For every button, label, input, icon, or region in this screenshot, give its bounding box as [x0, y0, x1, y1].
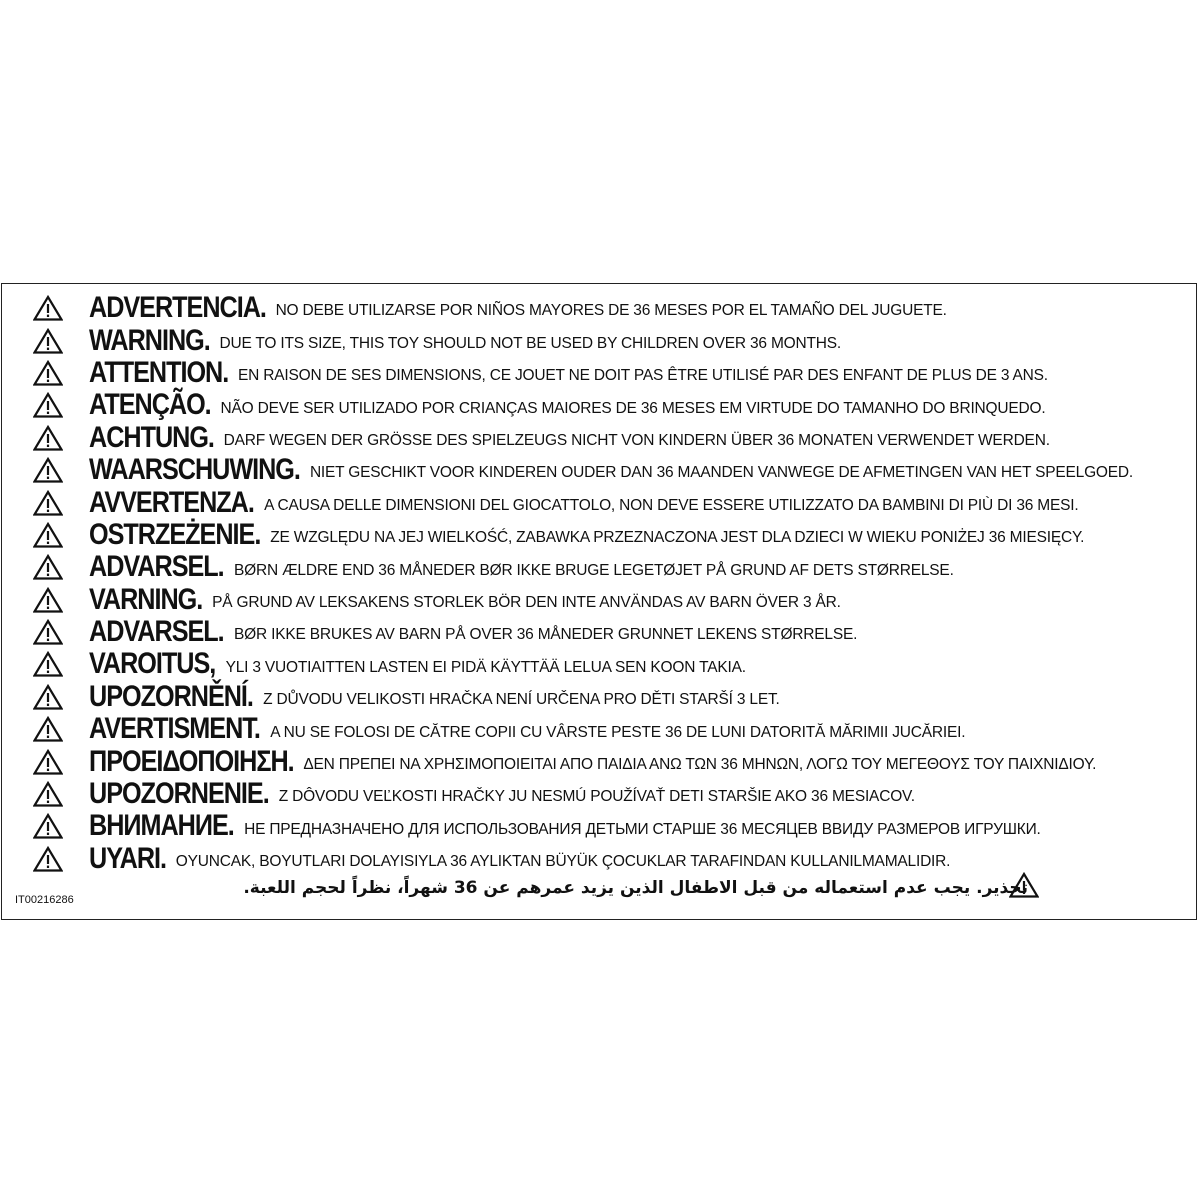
warning-triangle-icon	[33, 587, 63, 613]
warning-title: ADVARSEL.	[89, 615, 224, 649]
warning-text: DUE TO ITS SIZE, THIS TOY SHOULD NOT BE USED BY CHILDREN OVER 36 MONTHS.	[219, 334, 842, 352]
warning-title: ВНИМАНИЕ.	[89, 809, 234, 843]
product-code: IT00216286	[15, 894, 74, 906]
warning-title: UYARI.	[89, 841, 167, 875]
warning-row	[33, 616, 1193, 648]
warning-title: VAROITUS,	[89, 647, 216, 681]
warning-row	[33, 454, 1193, 486]
warning-text: A CAUSA DELLE DIMENSIONI DEL GIOCATTOLO, NON DEVE ESSERE UTILIZZATO DA BAMBINI DI PIÙ DI 36 MESI.	[264, 496, 1079, 514]
warning-text: EN RAISON DE SES DIMENSIONS, CE JOUET NE DOIT PAS ÊTRE UTILISÉ PAR DES ENFANT DE PLUS DE 3 ANS.	[238, 367, 1048, 385]
warning-row	[33, 389, 1193, 421]
warning-triangle-icon	[33, 360, 63, 386]
warning-triangle-icon	[33, 813, 63, 839]
warning-text: NÃO DEVE SER UTILIZADO POR CRIANÇAS MAIORES DE 36 MESES EM VIRTUDE DO TAMANHO DO BRINQUEDO.	[220, 399, 1046, 417]
warning-title: OSTRZEŻENIE.	[89, 517, 261, 551]
warning-triangle-icon	[33, 457, 63, 483]
warning-title: VARNING.	[89, 582, 203, 616]
warning-text: NO DEBE UTILIZARSE POR NIÑOS MAYORES DE 36 MESES POR EL TAMAÑO DEL JUGUETE.	[275, 302, 947, 320]
warning-triangle-icon	[33, 392, 63, 418]
warning-text: BØRN ÆLDRE END 36 MÅNEDER BØR IKKE BRUGE LEGETØJET PÅ GRUND AF DETS STØRRELSE.	[234, 561, 954, 579]
warning-triangle-icon	[33, 554, 63, 580]
warning-title: UPOZORNENIE.	[89, 777, 269, 811]
warning-triangle-icon	[33, 522, 63, 548]
arabic-warning-row	[243, 878, 1028, 898]
warning-title: WARNING.	[89, 323, 210, 357]
warning-triangle-icon	[33, 328, 63, 354]
warning-title: AVVERTENZA.	[89, 485, 254, 519]
warning-text: DARF WEGEN DER GRÖSSE DES SPIELZEUGS NICHT VON KINDERN ÜBER 36 MONATEN VERWENDET WERDEN.	[223, 432, 1050, 449]
warning-text: YLI 3 VUOTIAITTEN LASTEN EI PIDÄ KÄYTTÄÄ LELUA SEN KOON TAKIA.	[225, 658, 746, 676]
warning-row	[33, 357, 1193, 389]
warning-text: PÅ GRUND AV LEKSAKENS STORLEK BÖR DEN INTE ANVÄNDAS AV BARN ÖVER 3 ÅR.	[212, 593, 841, 611]
warning-triangle-icon	[33, 716, 63, 742]
warning-row	[33, 292, 1193, 324]
warning-title: ADVERTENCIA.	[89, 291, 266, 325]
warning-row	[33, 422, 1193, 454]
warning-triangle-icon	[33, 684, 63, 710]
warning-row	[33, 324, 1193, 356]
warning-row	[33, 551, 1193, 583]
warning-text: ΔΕΝ ΠΡΕΠΕΙ ΝΑ ΧΡΗΣΙΜΟΠΟΙΕΙΤΑΙ ΑΠΟ ΠΑΙΔΙΑ ΑΝΩ ΤΩΝ 36 ΜΗΝΩΝ, ΛΟΓΩ ΤΟΥ ΜΕΓΕΘΟΥΣ ΤΟΥ ΠΑΙΧΝΙΔΙΟΥ.	[303, 755, 1097, 773]
warning-triangle-icon	[33, 781, 63, 807]
warning-title: AVERTISMENT.	[89, 712, 260, 746]
warning-label	[1, 283, 1197, 920]
warning-triangle-icon	[33, 295, 63, 321]
warning-title: UPOZORNĚNÍ.	[89, 679, 253, 713]
warning-triangle-icon	[33, 490, 63, 516]
warning-triangle-icon	[33, 651, 63, 677]
warning-list	[33, 292, 1193, 875]
warning-text: A NU SE FOLOSI DE CĂTRE COPII CU VÂRSTE PESTE 36 DE LUNI DATORITĂ MĂRIMII JUCĂRIEI.	[270, 723, 966, 741]
warning-text: OYUNCAK, BOYUTLARI DOLAYISIYLA 36 AYLIKTAN BÜYÜK ÇOCUKLAR TARAFINDAN KULLANILMAMALIDIR.	[175, 853, 951, 871]
warning-triangle-icon	[33, 619, 63, 645]
warning-text: НЕ ПРЕДНАЗНАЧЕНО ДЛЯ ИСПОЛЬЗОВАНИЯ ДЕТЬМИ СТАРШЕ 36 МЕСЯЦЕВ ВВИДУ РАЗМЕРОВ ИГРУШКИ.	[244, 820, 1041, 838]
warning-triangle-icon	[33, 846, 63, 872]
warning-text: Z DÔVODU VEĽKOSTI HRAČKY JU NESMÚ POUŽÍVAŤ DETI STARŠIE AKO 36 MESIACOV.	[278, 788, 915, 806]
warning-text: NIET GESCHIKT VOOR KINDEREN OUDER DAN 36 MAANDEN VANWEGE DE AFMETINGEN VAN HET SPEELGOED.	[309, 464, 1134, 482]
warning-title: ΠΡΟΕΙΔΟΠΟΙΗΣΗ.	[89, 744, 294, 778]
warning-row	[33, 843, 1193, 875]
warning-title: ADVARSEL.	[89, 550, 224, 584]
warning-title: WAARSCHUWING.	[89, 453, 300, 487]
warning-row	[33, 745, 1193, 777]
warning-row	[33, 486, 1193, 518]
warning-row	[33, 519, 1193, 551]
warning-triangle-icon	[33, 425, 63, 451]
warning-title: ATTENTION.	[89, 355, 229, 389]
warning-row	[33, 810, 1193, 842]
warning-text: Z DŮVODU VELIKOSTI HRAČKA NENÍ URČENA PRO DĚTI STARŠÍ 3 LET.	[263, 691, 780, 709]
warning-row	[33, 713, 1193, 745]
warning-triangle-icon	[33, 749, 63, 775]
warning-row	[33, 778, 1193, 810]
warning-text: BØR IKKE BRUKES AV BARN PÅ OVER 36 MÅNEDER GRUNNET LEKENS STØRRELSE.	[234, 626, 858, 644]
arabic-warning-text: تحذير. يجب عدم استعماله من قبل الاطفال الذين يزيد عمرهم عن 36 شهراً، نظراً لحجم اللعبة.	[243, 878, 1028, 898]
warning-title: ACHTUNG.	[89, 420, 214, 454]
warning-row	[33, 648, 1193, 680]
warning-title: ATENÇÃO.	[89, 388, 211, 422]
warning-row	[33, 584, 1193, 616]
warning-text: ZE WZGLĘDU NA JEJ WIELKOŚĆ, ZABAWKA PRZEZNACZONA JEST DLA DZIECI W WIEKU PONIŻEJ 36 MIESIĘCY.	[270, 529, 1085, 547]
warning-row	[33, 681, 1193, 713]
